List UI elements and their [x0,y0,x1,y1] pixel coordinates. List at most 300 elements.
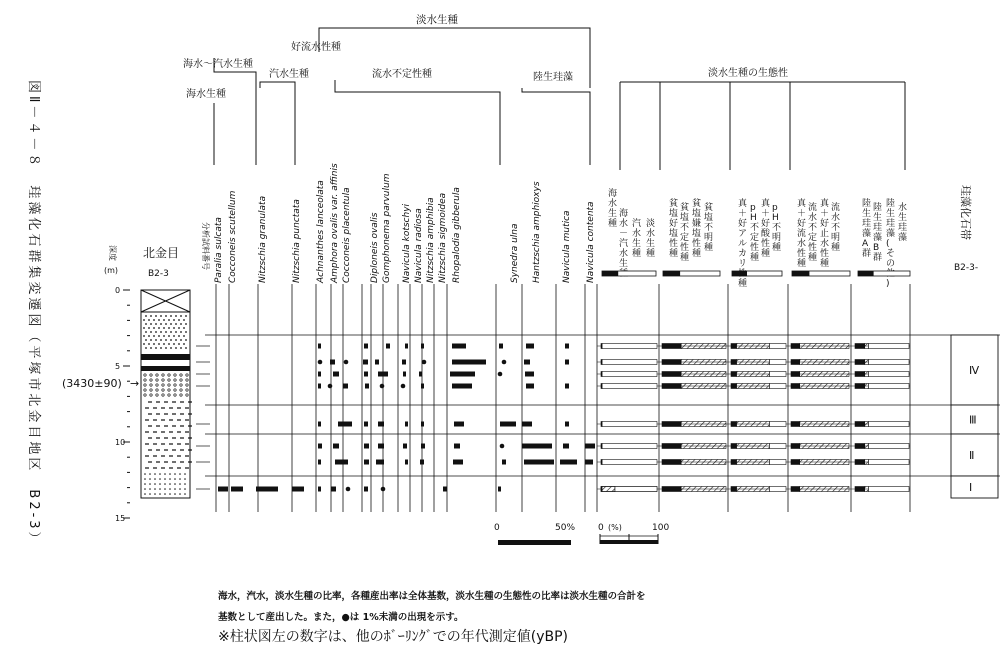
taxon-bar [565,422,569,427]
ratio-segment [865,360,869,365]
header-char: 水 [820,239,830,249]
figure-title-text: 図Ⅱ－４－８ 珪藻化石群集変遷図（平塚市北金目地区 B2-3） [26,80,41,548]
header-char: 塩 [692,229,702,239]
sand-dot [158,319,160,321]
taxon-bar [403,444,407,449]
ratio-segment [602,422,657,427]
ratio-segment [601,487,615,492]
ratio-segment [731,360,737,365]
header-char: 嫌 [692,219,702,229]
sand-dot [164,483,166,485]
ratio-segment [737,460,770,465]
sand-dot [174,473,176,475]
sand-dot [183,327,185,329]
sand-dot [164,473,166,475]
sand-dot [163,343,165,345]
taxon-dot [381,487,386,492]
taxon-bar [386,344,390,349]
sand-dot [150,315,152,317]
header-char: 性 [820,249,830,259]
ratio-segment [602,372,657,377]
ratio-segment [770,444,787,449]
taxon-bar [318,384,321,389]
taxon-label: Nitzschia amphibia [426,197,436,283]
ratio-segment [791,487,800,492]
sand-dot [173,335,175,337]
sand-dot [150,347,152,349]
taxon-bar [421,422,424,427]
legend-bar-fill [858,271,874,276]
taxon-dot [346,487,351,492]
header-char: 種 [669,249,679,259]
ratio-segment [770,460,787,465]
sand-dot [159,483,161,485]
header-char: H [750,213,757,223]
sand-dot [168,319,170,321]
ratio-segment [800,444,849,449]
sand-dot [158,343,160,345]
borehole-code: B2-3 [148,269,169,279]
header-brackish: 汽水生種 [269,69,309,80]
header-zone: 珪藻化石帯 [959,185,972,240]
ratio-segment [855,422,865,427]
ratio-segment [662,487,681,492]
header-char: 種 [820,259,830,269]
header-char: 藻 [873,233,883,243]
sand-dot [184,488,186,490]
ratio-segment [855,372,865,377]
taxon-bar [405,460,408,465]
taxon-dot [380,384,385,389]
ratio-segment [791,372,800,377]
sand-dot [149,493,151,495]
sand-dot [153,343,155,345]
header-char: 止 [820,229,830,239]
sand-dot [183,319,185,321]
sand-dot [143,319,145,321]
header-char: 不 [772,223,782,233]
zone-boxes [951,335,998,498]
ratio-segment [869,360,910,365]
sand-dot [165,323,167,325]
taxon-label: Rhopalodia gibberula [452,187,462,283]
ratio-segment [681,444,726,449]
taxon-bar [318,372,321,377]
ratio-segment [770,360,787,365]
taxon-bar [443,487,447,492]
sand-dot [159,473,161,475]
sand-dot [174,478,176,480]
sand-dot [178,327,180,329]
header-char: 好 [797,219,807,229]
taxon-bar [363,360,368,365]
note-line-1: 海水，汽水，淡水生種の比率，各種産出率は全体基数，淡水生種の生態性の比率は淡水生種の合計を [218,591,646,602]
sand-dot [160,315,162,317]
ratio-segment [737,384,770,389]
sand-dot [164,493,166,495]
taxon-bar [318,422,321,427]
scale-bars [494,523,669,545]
sand-dot [168,343,170,345]
sand-dot [144,493,146,495]
header-char: A [862,239,869,249]
header-char: 陸 [873,203,883,213]
header-char: 珪 [898,223,908,233]
sand-dot [174,483,176,485]
header-char: 塩 [669,209,679,219]
ratio-segment [869,384,910,389]
sand-dot [185,323,187,325]
header-char: ア [738,229,748,239]
sand-dot [149,488,151,490]
taxon-bar [376,460,384,465]
sand-dot [144,483,146,485]
sand-dot [175,347,177,349]
ratio-segment [737,444,770,449]
header-char: 種 [831,243,841,253]
ratio-segment [602,360,657,365]
taxon-bar [498,487,501,492]
header-oligohalobous: 好流水性種 [291,42,341,53]
header-char: 海 [608,189,618,199]
header-char: 海 [619,209,629,219]
header-char: 定 [808,233,818,243]
footnotes [218,586,778,646]
depth-tick-label: 15 [115,514,126,523]
ratio-segment [791,344,800,349]
ratio-segment [791,460,800,465]
taxon-bar [378,372,388,377]
taxon-bar [454,444,460,449]
header-char: 明 [704,233,714,243]
ratio-segment [791,422,800,427]
taxon-label: Navicula contenta [586,201,596,283]
taxon-bar [450,372,475,377]
sand-dot [155,347,157,349]
depth-ticks [115,286,130,523]
sand-dot [185,315,187,317]
sand-dot [178,343,180,345]
sand-dot [184,478,186,480]
scale-hundred: 100 [652,523,670,533]
header-ecology: 淡水生種の生態性 [708,68,788,79]
sand-dot [145,331,147,333]
taxon-bar [343,384,348,389]
ratio-segment [731,487,737,492]
sand-dot [148,343,150,345]
header-char: カ [738,249,748,259]
taxon-bar [499,344,503,349]
taxon-dot [328,384,333,389]
zone-box [951,476,998,498]
taxon-dot [318,360,323,365]
ratio-segment [800,487,849,492]
header-char: 汽 [632,219,642,229]
figure-title [26,80,42,548]
header-char: 性 [669,239,679,249]
taxon-bar [402,360,406,365]
sand-dot [145,339,147,341]
taxon-bar [420,460,424,465]
taxon-bar [526,384,534,389]
sand-dot [174,493,176,495]
taxon-bar [524,360,530,365]
ratio-segment [800,344,849,349]
taxon-dot [502,360,507,365]
header-char: 生 [898,213,908,223]
sand-dot [143,335,145,337]
sand-dot [180,323,182,325]
ratio-segment [865,344,869,349]
taxon-bar [502,460,506,465]
sand-dot [185,347,187,349]
ratio-segment [731,372,737,377]
ratio-segment [662,422,681,427]
borehole-name: 北金目 [143,246,180,260]
header-char: 真 [761,199,771,209]
ratio-segment [770,344,787,349]
sand-dot [169,473,171,475]
sand-dot [150,323,152,325]
header-char: 流 [797,229,807,239]
taxon-label: Amphora ovalis var. affinis [330,163,340,283]
header-char: 藻 [898,233,908,243]
note-line-3: ※柱状図左の数字は、他のﾎﾞｰﾘﾝｸﾞでの年代測定値(yBP) [218,629,568,645]
sand-dot [175,323,177,325]
taxon-bar [318,487,321,492]
sand-dot [184,473,186,475]
taxon-bar [378,422,384,427]
taxon-bar [364,344,368,349]
header-char: 水 [898,203,908,213]
sand-dot [143,343,145,345]
header-freshwater: 淡水生種 [416,14,458,26]
header-char: － [619,229,629,239]
ratio-segment [681,422,726,427]
taxon-bar [375,360,379,365]
sand-dot [178,335,180,337]
sand-dot [184,483,186,485]
ratio-segment [662,384,681,389]
taxon-bar [421,444,425,449]
ratio-segment [681,344,726,349]
taxon-bar [452,360,486,365]
sand-dot [179,483,181,485]
taxon-bar [364,422,368,427]
ratio-segment [602,384,657,389]
header-aerophilic: 陸生珪藻 [533,72,573,83]
header-char: 性 [680,243,690,253]
taxon-bar [364,460,369,465]
legend-bar-fill [732,271,747,276]
ratio-segment [602,460,657,465]
sand-dot [150,339,152,341]
taxon-label: Gomphonema parvulum [382,173,392,283]
note-line-2: 基数として産出した。また，●は 1%未満の出現を示す。 [218,612,464,623]
scale-pct-unit: (%) [608,523,622,532]
header-char: 水 [808,213,818,223]
header-char: 真 [820,199,830,209]
ratio-segment [855,384,865,389]
sand-dot [165,331,167,333]
depth-label: 深度 [108,245,117,261]
sand-dot [155,331,157,333]
zone-box [951,434,998,476]
ratio-segment [770,487,787,492]
taxon-dot [500,444,505,449]
taxon-bar [331,487,336,492]
header-char: 明 [831,233,841,243]
header-char: 生 [619,259,629,269]
taxon-bar [405,422,408,427]
taxon-bar [585,460,593,465]
ratio-segment [855,444,865,449]
header-char: 好 [761,219,771,229]
sand-dot [158,335,160,337]
ratio-segment [770,422,787,427]
header-char: ＋ [797,209,807,219]
sample-label: 分析試料番号 [201,222,210,270]
ratio-segment [791,384,800,389]
header-char: 定 [750,233,760,243]
header-char: 種 [680,253,690,263]
ratio-segment [855,360,865,365]
header-char: リ [738,259,748,269]
sand-dot [148,335,150,337]
sand-dot [183,343,185,345]
sand-dot [185,339,187,341]
ratio-segment [737,487,770,492]
sand-dot [179,473,181,475]
depth-tick-label: 5 [115,362,121,371]
sand-dot [183,335,185,337]
taxon-bar [364,372,368,377]
header-char: ＋ [820,209,830,219]
ratio-segment [662,444,681,449]
ratio-segment [681,487,726,492]
ratio-segment [615,487,657,492]
header-char: 種 [797,259,807,269]
sand-dot [144,478,146,480]
ratio-segment [662,460,681,465]
sand-dot [165,347,167,349]
header-char: 種 [632,249,642,259]
header-char: 種 [646,249,656,259]
ratio-segment [662,372,681,377]
taxon-bar [421,384,424,389]
taxon-bar [330,360,335,365]
ratio-segment [869,344,910,349]
header-char: 塩 [669,229,679,239]
sand-dot [149,483,151,485]
sand-dot [148,327,150,329]
header-char: 不 [808,223,818,233]
taxon-label: Synedra ulna [510,223,520,283]
header-char: 珪 [886,219,896,229]
sand-dot [175,331,177,333]
taxon-bar [333,444,339,449]
ratio-headers [608,187,655,279]
taxon-bar [318,344,321,349]
sand-dot [160,339,162,341]
sand-dot [153,319,155,321]
taxon-label: Nitzschia sigmoidea [438,192,448,283]
header-marine: 海水生種 [186,89,226,100]
ratio-segment [865,372,869,377]
ratio-segment [731,344,737,349]
taxon-bar [500,422,516,427]
age-arrow: → [130,377,140,390]
header-char: 塩 [692,209,702,219]
header-char: 性 [808,243,818,253]
header-char: 真 [738,199,748,209]
header-char: 種 [692,249,702,259]
header-char: 種 [704,243,714,253]
taxon-bar [585,444,595,449]
sand-dot [173,343,175,345]
header-char: 生 [608,209,618,219]
sand-dot [184,493,186,495]
taxon-bar [525,372,534,377]
sand-dot [168,335,170,337]
zone-label: Ⅳ [969,364,980,377]
sand-dot [148,319,150,321]
taxon-label: Diploneis ovalis [370,212,380,283]
taxon-label: Navicula kotschyi [402,203,412,283]
sand-dot [165,339,167,341]
header-indifferent: 流水不定性種 [372,69,432,80]
header-char: 定 [680,233,690,243]
ratio-segment [731,444,737,449]
taxon-bar [565,360,569,365]
sand-dot [170,323,172,325]
sand-dot [164,478,166,480]
sand-dot [170,315,172,317]
taxon-bar [524,460,554,465]
taxon-bar [318,460,321,465]
header-char: p [772,203,778,213]
ratio-segment [869,460,910,465]
header-char: 生 [862,209,872,219]
header-char: 塩 [680,213,690,223]
ratio-segment [791,360,800,365]
taxon-bar [365,384,369,389]
sand-dot [170,331,172,333]
sand-dot [173,319,175,321]
header-char: 汽 [619,239,629,249]
zone-label: Ⅱ [969,449,975,462]
ratio-segment [737,344,770,349]
header-marine-brackish: 海水～汽水生種 [183,59,253,70]
header-char: 陸 [862,199,872,209]
sand-dot [145,323,147,325]
sand-dot [160,331,162,333]
sand-dot [154,488,156,490]
header-char: 貧 [680,203,690,213]
depth-unit: (m) [104,266,119,275]
ratio-segment [800,422,849,427]
taxon-label: Cocconeis placentula [342,187,352,283]
sand-dot [153,327,155,329]
header-char: 性 [750,243,760,253]
ratio-segment [737,360,770,365]
ratio-segment [800,360,849,365]
taxon-bar [318,444,322,449]
ratio-segment [800,460,849,465]
header-char: 珪 [873,223,883,233]
taxon-dot [401,384,406,389]
zone-label: Ⅲ [969,413,977,427]
